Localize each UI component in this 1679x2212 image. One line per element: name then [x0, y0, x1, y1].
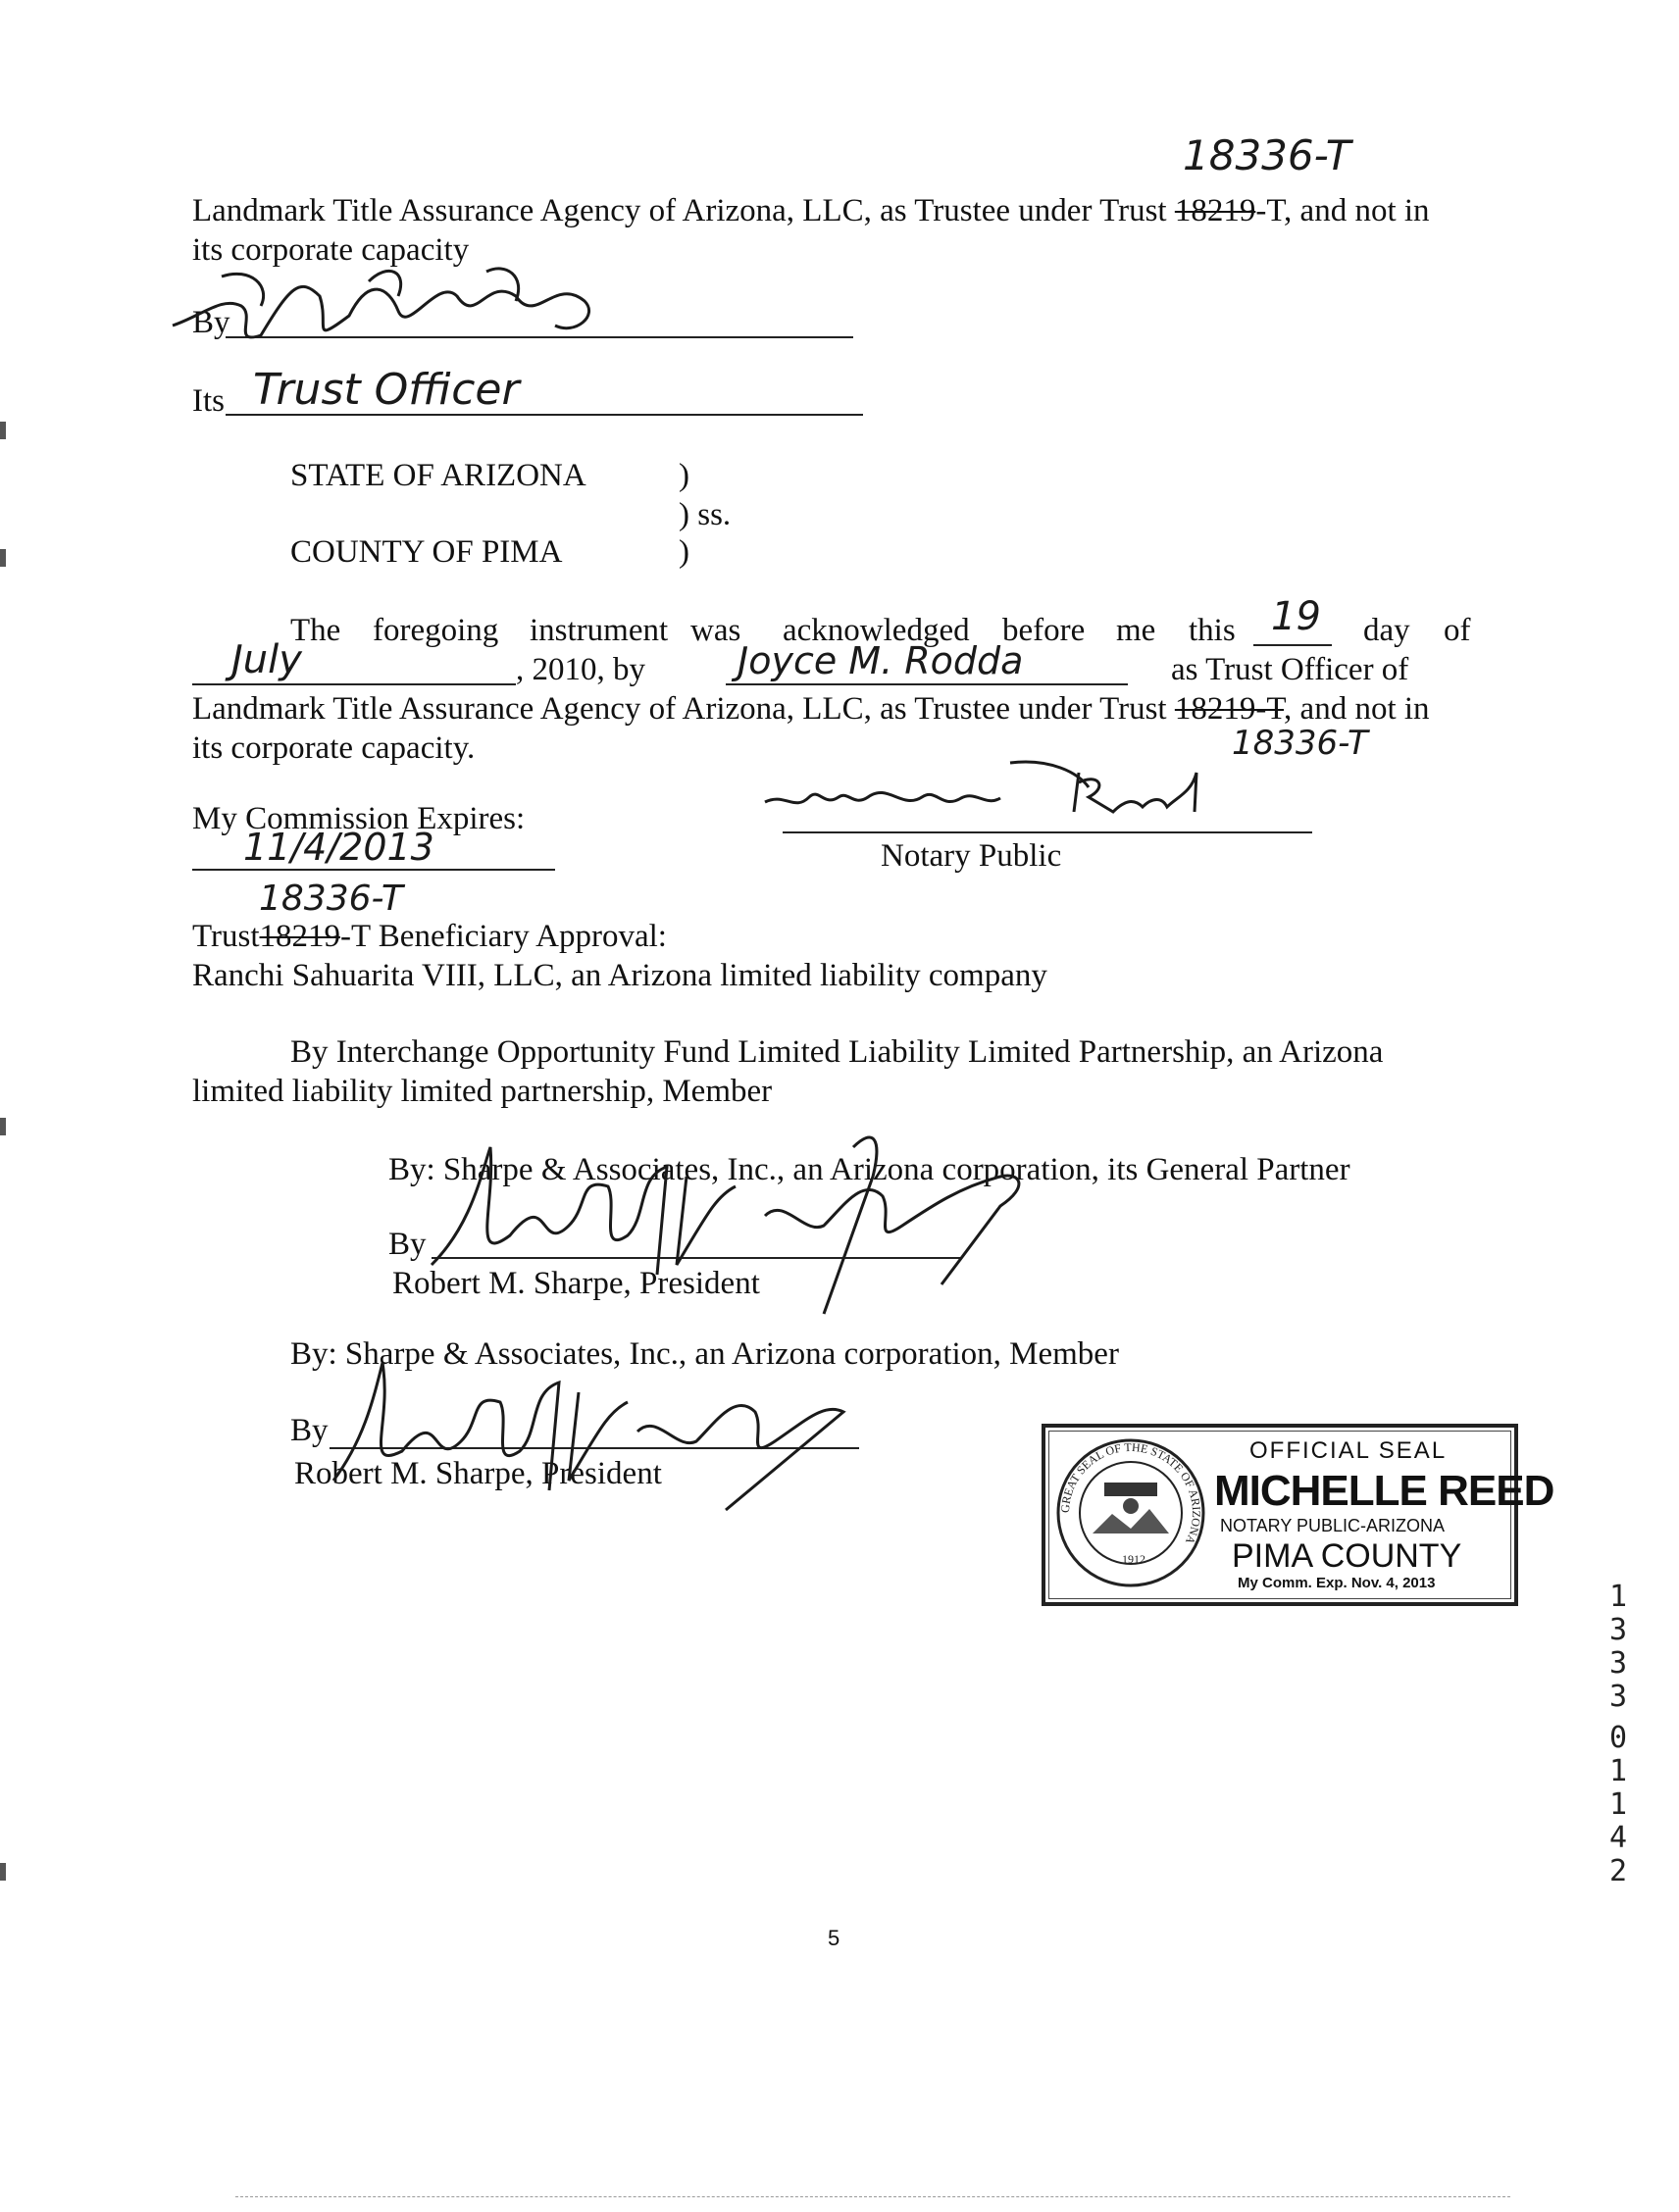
recording-digit: 2: [1608, 1854, 1628, 1888]
by-label: By: [388, 1227, 427, 1262]
beneficiary-line-2: Ranchi Sahuarita VIII, LLC, an Arizona limited liability company: [192, 958, 1047, 993]
venue-ss: ) ss.: [679, 497, 732, 532]
recording-digit: 0: [1608, 1721, 1628, 1755]
notary-line: [783, 831, 1312, 833]
member-para-line-2: limited liability limited partnership, Member: [192, 1074, 773, 1109]
ack-word: The: [290, 613, 341, 648]
ack-word: acknowledged: [783, 613, 970, 648]
month-line: [192, 683, 516, 685]
sharpe-signature-2: [314, 1333, 863, 1520]
handwritten-title: Trust Officer: [253, 365, 520, 415]
recording-digit: 1: [1608, 1580, 1628, 1614]
commission-label: My Commission Expires:: [192, 801, 526, 836]
by-label: By: [290, 1413, 329, 1448]
trust-officer-signature: [163, 257, 624, 355]
struck-trust-number: 18219-T: [1174, 691, 1285, 727]
ack-line-3: [192, 690, 1430, 728]
recording-digit: 4: [1608, 1821, 1628, 1855]
state-seal-emblem: [1053, 1435, 1208, 1590]
recording-number: [1599, 1581, 1638, 1888]
ack-line-4: its corporate capacity.: [192, 730, 476, 766]
trustee-line-2: its corporate capacity: [192, 232, 470, 268]
notary-signature: [755, 753, 1236, 831]
notary-seal: [1042, 1424, 1554, 1606]
day-line: [1253, 644, 1332, 646]
ack-trustee-text: Landmark Title Assurance Agency of Arizona, LLC, as Trustee under Trust: [192, 691, 1175, 727]
emblem-year: 1912: [1122, 1552, 1145, 1566]
by-label: By: [192, 305, 230, 340]
handwritten-trust-number: 18336-T: [1232, 724, 1368, 763]
trustee-line-1: [192, 192, 1430, 229]
seal-official: OFFICIAL SEAL: [1249, 1437, 1448, 1464]
signer-name: Robert M. Sharpe, President: [392, 1266, 760, 1301]
struck-trust-number: 18219: [1174, 193, 1256, 228]
recording-digit: 1: [1608, 1754, 1628, 1788]
recording-digit: 3: [1608, 1646, 1628, 1681]
beneficiary-approval-text: -T Beneficiary Approval:: [340, 919, 667, 954]
beneficiary-line-1: [192, 918, 667, 955]
signer-name: Robert M. Sharpe, President: [294, 1456, 662, 1491]
recording-digit: 3: [1608, 1680, 1628, 1714]
recording-digit: 3: [1608, 1613, 1628, 1647]
ack-word: instrument: [530, 613, 669, 648]
ack-trustee-end: , and not in: [1284, 691, 1430, 727]
ack-word: day: [1363, 613, 1410, 648]
page-number: 5: [828, 1926, 840, 1950]
notary-public-label: Notary Public: [881, 838, 1062, 874]
scan-bottom-edge: [235, 2196, 1510, 2197]
ack-word: of: [1444, 613, 1471, 648]
member-line: By: Sharpe & Associates, Inc., an Arizona corporation, Member: [290, 1336, 1119, 1372]
ack-word: this: [1189, 613, 1236, 648]
struck-trust-number: 18219: [259, 919, 340, 954]
member-para-line-1: By Interchange Opportunity Fund Limited Liability Limited Partnership, an Arizona: [290, 1034, 1384, 1070]
venue-paren: ): [679, 534, 689, 570]
ack-word: me: [1116, 613, 1156, 648]
handwritten-name: Joyce M. Rodda: [738, 639, 1024, 682]
scan-mark: [0, 549, 6, 567]
ack-word: foregoing: [373, 613, 499, 648]
ack-capacity: as Trust Officer of: [1171, 652, 1409, 687]
ack-word: was: [690, 613, 741, 648]
venue-paren: ): [679, 458, 689, 493]
expiry-line: [192, 869, 555, 871]
general-partner-line: By: Sharpe & Associates, Inc., an Arizona corporation, its General Partner: [388, 1152, 1350, 1187]
trust-word: Trust: [192, 919, 260, 954]
seal-county: PIMA COUNTY: [1232, 1537, 1462, 1575]
county-label: COUNTY OF PIMA: [290, 534, 563, 570]
handwritten-trust-number: 18336-T: [1183, 131, 1351, 179]
ack-year: , 2010, by: [516, 652, 645, 687]
seal-role: NOTARY PUBLIC-ARIZONA: [1220, 1516, 1446, 1535]
scan-mark: [0, 1118, 6, 1135]
handwritten-month: July: [231, 637, 302, 682]
handwritten-expiry-date: 11/4/2013: [243, 826, 434, 869]
trustee-text-end: -T, and not in: [1255, 193, 1430, 228]
seal-expiry: My Comm. Exp. Nov. 4, 2013: [1238, 1575, 1436, 1591]
state-label: STATE OF ARIZONA: [290, 458, 586, 493]
name-line: [726, 683, 1128, 685]
recording-digit: 1: [1608, 1787, 1628, 1822]
scan-mark: [0, 422, 6, 439]
its-label: Its: [192, 383, 225, 419]
ack-word: before: [1002, 613, 1086, 648]
emblem-text: GREAT SEAL OF THE STATE OF ARIZONA: [1057, 1439, 1204, 1547]
trustee-text: Landmark Title Assurance Agency of Arizona, LLC, as Trustee under Trust: [192, 193, 1175, 228]
sharpe-signature-1: [412, 1118, 1059, 1324]
scan-mark: [0, 1863, 6, 1881]
seal-notary-name: MICHELLE REED: [1214, 1467, 1554, 1515]
handwritten-trust-number: 18336-T: [259, 879, 403, 919]
handwritten-day: 19: [1271, 594, 1321, 639]
